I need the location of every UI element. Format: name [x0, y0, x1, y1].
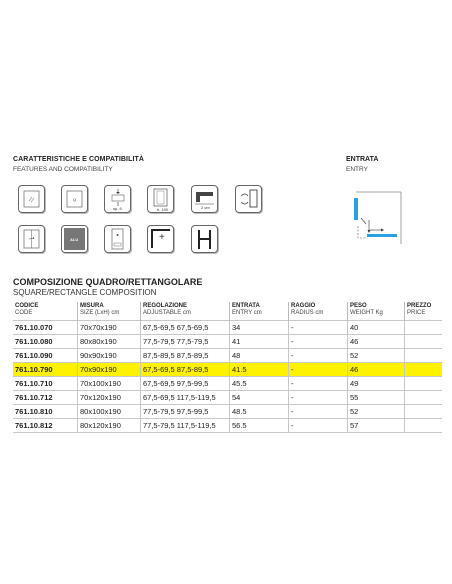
cell-entry: 45.5: [230, 377, 289, 391]
cell-price: [405, 419, 443, 433]
table-header-row: [13, 302, 442, 321]
corner-plus-icon: +: [147, 225, 174, 253]
door-icon: [18, 225, 45, 253]
cell-radius: -: [289, 377, 348, 391]
reversible-icon: [235, 185, 262, 213]
table-row: [13, 321, 442, 335]
cell-price: [405, 405, 443, 419]
cell-radius: -: [289, 349, 348, 363]
cell-radius: -: [289, 405, 348, 419]
table-row: [13, 391, 442, 405]
cell-price: [405, 321, 443, 335]
cell-code: 761.10.070: [13, 321, 78, 335]
cell-code: 761.10.080: [13, 335, 78, 349]
cell-adjust: 77,5-79,5 97,5-99,5: [141, 405, 230, 419]
panel-icon: [104, 225, 131, 253]
header-radius: RAGGIO RADIUS cm: [289, 302, 348, 321]
cell-price: [405, 335, 443, 349]
header-entry: ENTRATA ENTRY cm: [230, 302, 289, 321]
cell-size: 80x120x190: [78, 419, 141, 433]
cell-entry: 34: [230, 321, 289, 335]
features-subtitle: FEATURES AND COMPATIBILITY: [13, 166, 113, 173]
alu-icon: ALU: [61, 225, 88, 253]
cell-size: 70x120x190: [78, 391, 141, 405]
cell-size: 80x80x190: [78, 335, 141, 349]
entry-diagram: [345, 190, 405, 251]
features-title: CARATTERISTICHE E COMPATIBILITÀ: [13, 156, 145, 163]
cell-adjust: 87,5-89,5 87,5-89,5: [141, 349, 230, 363]
cell-code: 761.10.710: [13, 377, 78, 391]
cell-entry: 54: [230, 391, 289, 405]
cell-size: 70x70x190: [78, 321, 141, 335]
table-row: [13, 377, 442, 391]
q-icon: Q: [61, 185, 88, 213]
header-code: CODICE CODE: [15, 303, 39, 316]
height-icon: h. 190: [147, 185, 174, 213]
glass-icon: [18, 185, 45, 213]
cell-size: 70x90x190: [78, 363, 141, 377]
cell-weight: 52: [348, 405, 405, 419]
composition-title: COMPOSIZIONE QUADRO/RETTANGOLARE: [13, 277, 203, 287]
cell-price: [405, 349, 443, 363]
cell-adjust: 67,5-69,5 67,5-69,5: [141, 321, 230, 335]
header-adjustable: REGOLAZIONE ADJUSTABLE cm: [141, 302, 230, 321]
profile-icon: 2 cm: [191, 185, 218, 213]
table-row: [13, 335, 442, 349]
cell-adjust: 77,5-79,5 77,5-79,5: [141, 335, 230, 349]
cell-entry: 41.5: [230, 363, 289, 377]
table-row: [13, 349, 442, 363]
cell-radius: -: [289, 363, 348, 377]
cell-radius: -: [289, 335, 348, 349]
hinge-icon: [191, 225, 218, 253]
header-weight: PESO WEIGHT Kg: [348, 302, 405, 321]
cell-radius: -: [289, 391, 348, 405]
cell-size: 90x90x190: [78, 349, 141, 363]
cell-code: 761.10.090: [13, 349, 78, 363]
entry-title: ENTRATA: [346, 156, 379, 163]
cell-weight: 55: [348, 391, 405, 405]
cell-weight: 46: [348, 335, 405, 349]
cell-weight: 49: [348, 377, 405, 391]
composition-table: [13, 302, 442, 433]
header-price: PREZZO PRICE: [405, 302, 443, 321]
cell-size: 80x100x190: [78, 405, 141, 419]
cell-entry: 48: [230, 349, 289, 363]
cell-code: 761.10.790: [13, 363, 78, 377]
cell-price: [405, 391, 443, 405]
cell-entry: 41: [230, 335, 289, 349]
cell-entry: 48.5: [230, 405, 289, 419]
cell-entry: 56.5: [230, 419, 289, 433]
cell-code: 761.10.712: [13, 391, 78, 405]
cell-code: 761.10.812: [13, 419, 78, 433]
entry-subtitle: ENTRY: [346, 166, 368, 173]
cell-code: 761.10.810: [13, 405, 78, 419]
cell-size: 70x100x190: [78, 377, 141, 391]
header-size: MISURA SIZE (LxH) cm: [78, 302, 141, 321]
cell-weight: 46: [348, 363, 405, 377]
table-row: [13, 405, 442, 419]
composition-subtitle: SQUARE/RECTANGLE COMPOSITION: [13, 288, 157, 297]
cell-adjust: 67,5-69,5 87,5-89,5: [141, 363, 230, 377]
cell-weight: 52: [348, 349, 405, 363]
cell-price: [405, 377, 443, 391]
cell-adjust: 67,5-69,5 97,5-99,5: [141, 377, 230, 391]
cell-radius: -: [289, 419, 348, 433]
cell-adjust: 67,5-69,5 117,5-119,5: [141, 391, 230, 405]
cell-weight: 40: [348, 321, 405, 335]
table-row: [13, 419, 442, 433]
table-row-highlighted: [13, 363, 442, 377]
cell-radius: -: [289, 321, 348, 335]
cell-adjust: 77,5-79,5 117,5-119,5: [141, 419, 230, 433]
cell-weight: 57: [348, 419, 405, 433]
width-adjust-icon: sp. 6: [104, 185, 131, 213]
cell-price: [405, 363, 443, 377]
